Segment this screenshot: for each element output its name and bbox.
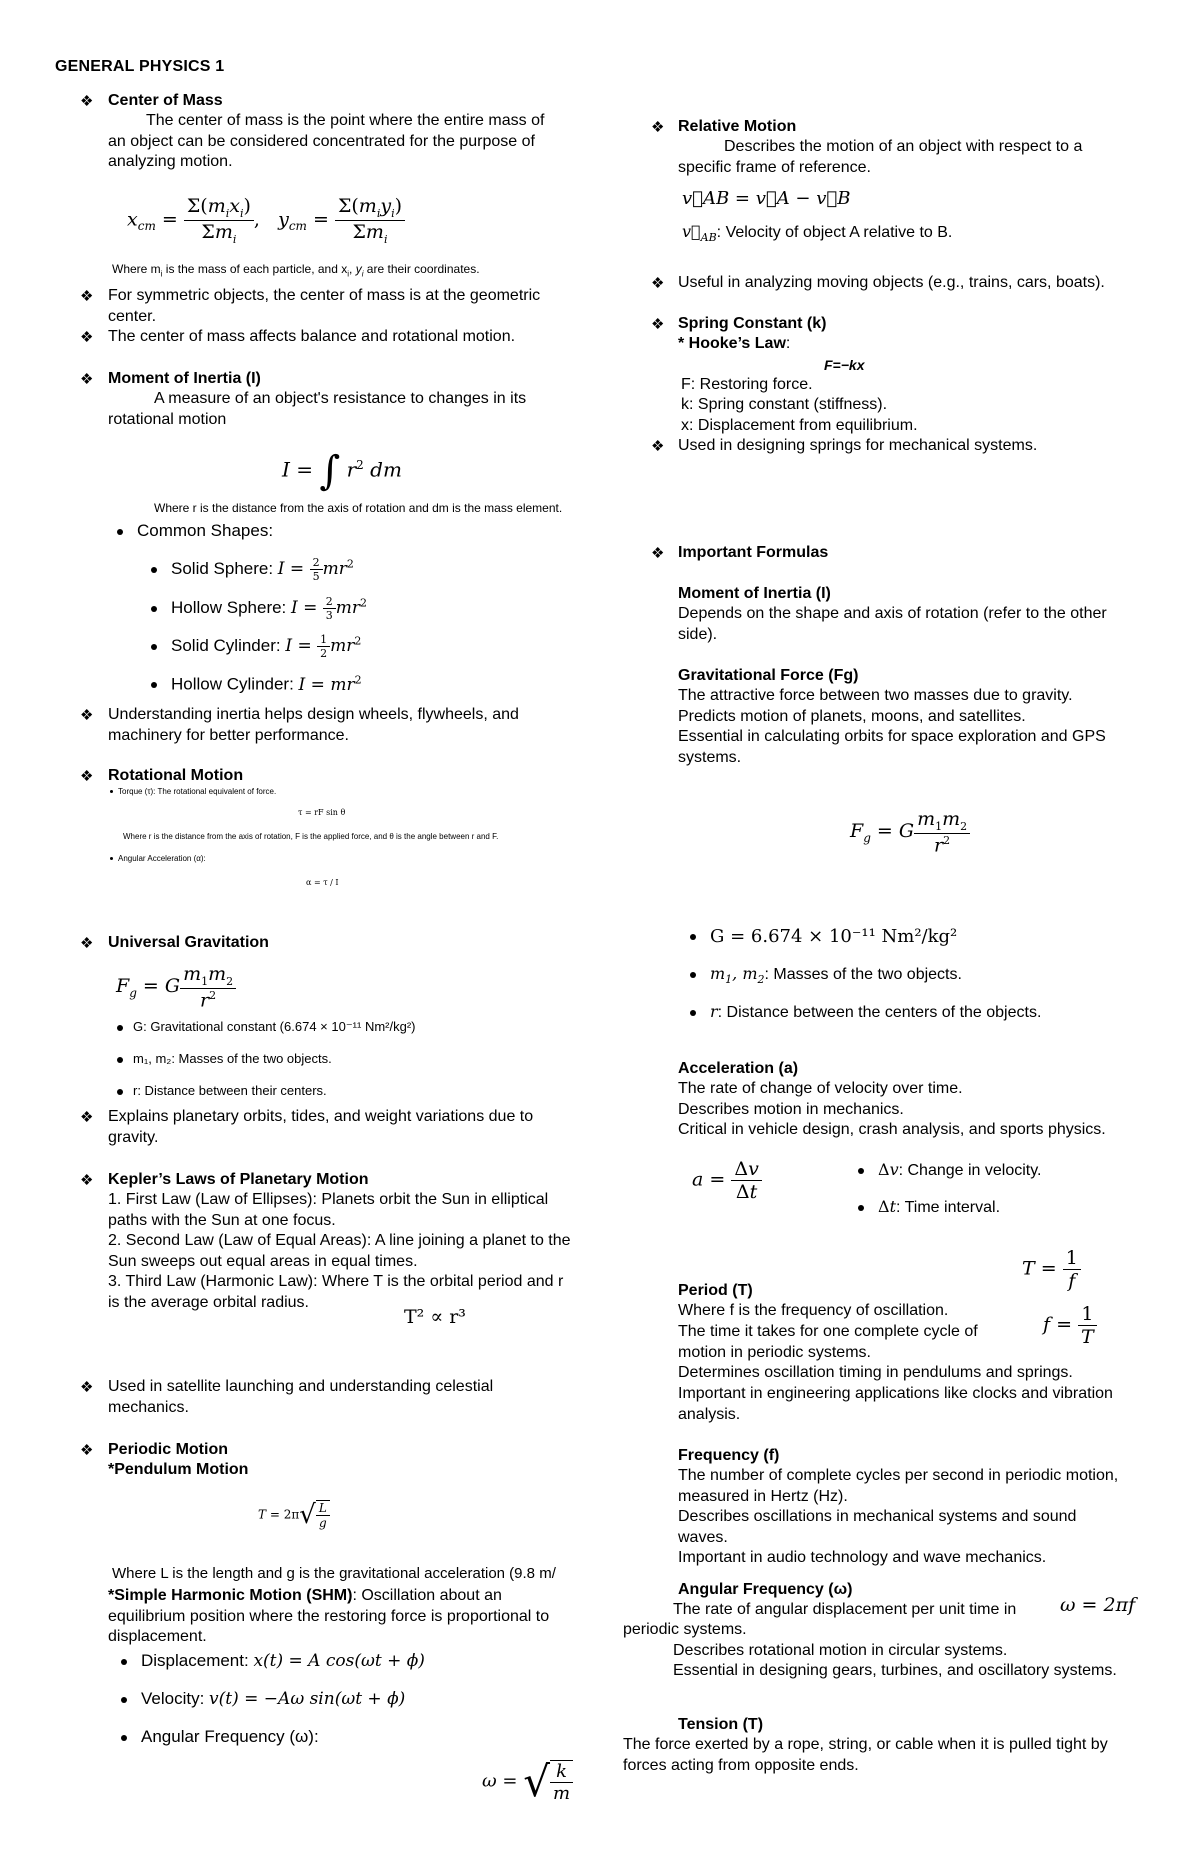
kepler-formula: T² ∝ r³ — [404, 1306, 466, 1328]
rot-note: Where r is the distance from the axis of rotation, F is the applied force, and θ is the angle between r and F. — [123, 832, 499, 841]
accel-dv-note: Δv: Change in velocity. — [858, 1160, 1042, 1180]
diamond-bullet-icon: ❖ — [80, 288, 94, 305]
period-line-4: Important in engineering applications like clocks and vibration analysis. — [678, 1385, 1113, 1423]
accel-heading: Acceleration (a) — [678, 1060, 799, 1077]
angfreq-line-1a: The rate of angular displacement per unit time in — [673, 1601, 1017, 1618]
rot-angular-acc-eq: α = τ / I — [306, 878, 339, 887]
angfreq-line-2: Describes rotational motion in circular systems. — [673, 1642, 1008, 1659]
kepler-bullet-1: Used in satellite launching and understanding celestial mechanics. — [108, 1378, 494, 1416]
freq-heading: Frequency (f) — [678, 1447, 780, 1464]
pendulum-formula: T = 2π√ $\frac{L}{g}$ — [258, 1500, 330, 1530]
diamond-bullet-icon: ❖ — [80, 93, 94, 110]
important-heading: Important Formulas — [678, 544, 829, 561]
rot-angular-acc: Angular Acceleration (α): — [110, 854, 206, 863]
period-line-2: The time it takes for one complete cycle of motion in periodic systems. — [678, 1323, 978, 1361]
angfreq-line-3: Essential in designing gears, turbines, and oscillatory systems. — [673, 1662, 1117, 1679]
grav-line-1: G: Gravitational constant (6.674 × 10⁻¹¹ Nm²/kg²) — [117, 1019, 416, 1035]
diamond-bullet-icon: ❖ — [80, 1172, 94, 1189]
spring-line-3: x: Displacement from equilibrium. — [681, 417, 918, 434]
important-gf-line-1: The attractive force between two masses due to gravity. — [678, 687, 1073, 704]
grav-line-2: m₁, m₂: Masses of the two objects. — [117, 1051, 332, 1066]
com-formula: $x_{cm}$ = $\frac{\Sigma(m_ix_i)}{\Sigma m_i}$ , $y_{cm}$ = $\frac{\Sigma(m_iy_i)}{\Sigma m_i}$ — [127, 195, 405, 246]
com-bullet-1: For symmetric objects, the center of mass is at the geometric center. — [108, 287, 541, 325]
com-formula-note: Where $m_i$ is the mass of each particle, and $x_i$, $y_i$ are their coordinates. — [112, 262, 480, 279]
important-moi-heading: Moment of Inertia (I) — [678, 585, 831, 602]
kepler-heading: Kepler’s Laws of Planetary Motion — [108, 1171, 369, 1188]
spring-line-2: k: Spring constant (stiffness). — [681, 396, 888, 413]
rot-torque-eq: τ = rF sin θ — [298, 808, 346, 817]
moi-shape-solid-sphere: Solid Sphere: I = $\frac{2}{5}$ $mr^2$ — [151, 556, 354, 583]
diamond-bullet-icon: ❖ — [80, 935, 94, 952]
rel-formula: v⃗AB = v⃗A − v⃗B — [682, 188, 851, 209]
period-heading: Period (T) — [678, 1282, 753, 1299]
moi-formula-note: Where r is the distance from the axis of rotation and dm is the mass element. — [154, 501, 563, 515]
moi-shapes-heading: Common Shapes: — [117, 521, 273, 541]
important-g-value: G = 6.674 × 10⁻¹¹ Nm²/kg² — [690, 926, 957, 947]
moi-integral-formula: I = ∫ $r^2$ dm — [282, 448, 402, 494]
spring-bullet-1: Used in designing springs for mechanical systems. — [678, 437, 1038, 454]
diamond-bullet-icon: ❖ — [651, 275, 665, 292]
important-gf-line-3: Essential in calculating orbits for space exploration and GPS systems. — [678, 728, 1106, 766]
spring-line-1: F: Restoring force. — [681, 376, 813, 393]
shm-description: *Simple Harmonic Motion (SHM): Oscillation about an equilibrium position where the restoring force is proportional to displacement. — [108, 1587, 550, 1645]
diamond-bullet-icon: ❖ — [651, 545, 665, 562]
period-line-1: Where f is the frequency of oscillation. — [678, 1302, 949, 1319]
angfreq-line-1b: periodic systems. — [623, 1621, 747, 1638]
grav-formula: $F_g = G$ $\frac{m_1m_2}{r^2}$ — [116, 963, 236, 1011]
important-r-note: r: Distance between the centers of the objects. — [690, 1002, 1041, 1022]
accel-line-3: Critical in vehicle design, crash analysis, and sports physics. — [678, 1121, 1106, 1138]
kepler-law-2: 2. Second Law (Law of Equal Areas): A line joining a planet to the Sun sweeps out equal areas in equal times. — [108, 1232, 571, 1270]
period-line-3: Determines oscillation timing in pendulums and springs. — [678, 1364, 1073, 1381]
kepler-law-1: 1. First Law (Law of Ellipses): Planets orbit the Sun in elliptical paths with the Sun at one focus. — [108, 1191, 549, 1229]
moi-heading: Moment of Inertia (I) — [108, 370, 261, 387]
rot-torque: Torque (τ): The rotational equivalent of force. — [110, 787, 276, 796]
accel-dt-note: Δt: Time interval. — [858, 1197, 1000, 1217]
shm-angular-frequency: Angular Frequency (ω): — [121, 1727, 319, 1747]
grav-line-3: r: Distance between their centers. — [117, 1083, 327, 1098]
freq-line-3: Important in audio technology and wave mechanics. — [678, 1549, 1047, 1566]
angfreq-heading: Angular Frequency (ω) — [678, 1581, 853, 1598]
moi-bullet-1: Understanding inertia helps design wheels, flywheels, and machinery for better performance. — [108, 706, 519, 744]
frequency-formula: f = $\frac{1}{T}$ — [1043, 1303, 1097, 1348]
moi-description: A measure of an object's resistance to changes in its rotational motion — [108, 390, 527, 428]
hooke-law: * Hooke’s Law: — [678, 335, 791, 352]
diamond-bullet-icon: ❖ — [651, 119, 665, 136]
periodic-heading: Periodic Motion — [108, 1441, 228, 1458]
important-moi-desc: Depends on the shape and axis of rotation (refer to the other side). — [678, 605, 1107, 643]
diamond-bullet-icon: ❖ — [651, 316, 665, 333]
tension-heading: Tension (T) — [678, 1716, 764, 1733]
rel-heading: Relative Motion — [678, 118, 797, 135]
pendulum-note: Where L is the length and g is the gravitational acceleration (9.8 m/ — [112, 1565, 556, 1582]
com-description: The center of mass is the point where the entire mass of an object can be considered concentrated for the purpose of analyzing motion. — [108, 112, 545, 170]
grav-heading: Universal Gravitation — [108, 934, 269, 951]
rel-description: Describes the motion of an object with respect to a specific frame of reference. — [678, 138, 1083, 176]
important-gf-heading: Gravitational Force (Fg) — [678, 667, 859, 684]
com-bullet-2: The center of mass affects balance and rotational motion. — [108, 328, 516, 345]
grav-bullet-1: Explains planetary orbits, tides, and weight variations due to gravity. — [108, 1108, 534, 1146]
freq-line-2: Describes oscillations in mechanical systems and sound waves. — [678, 1508, 1077, 1546]
important-m-note: $m_1$, $m_2$: Masses of the two objects. — [690, 964, 962, 986]
shm-velocity: Velocity: v(t) = −Aω sin(ωt + ϕ) — [121, 1689, 405, 1709]
moi-shape-hollow-cylinder: Hollow Cylinder: $I = mr^2$ — [151, 673, 362, 695]
diamond-bullet-icon: ❖ — [80, 707, 94, 724]
accel-formula: a = $\frac{\Delta v}{\Delta t}$ — [692, 1158, 762, 1203]
accel-line-1: The rate of change of velocity over time. — [678, 1080, 963, 1097]
moi-shape-hollow-sphere: Hollow Sphere: I = $\frac{2}{3}$ $mr^2$ — [151, 595, 367, 622]
rel-note: $v⃗_{AB}$: Velocity of object A relative to B. — [682, 222, 953, 245]
important-gf-line-2: Predicts motion of planets, moons, and satellites. — [678, 708, 1026, 725]
freq-line-1: The number of complete cycles per second in periodic motion, measured in Hertz (Hz). — [678, 1467, 1119, 1505]
diamond-bullet-icon: ❖ — [80, 371, 94, 388]
accel-line-2: Describes motion in mechanics. — [678, 1101, 904, 1118]
shm-displacement: Displacement: x(t) = A cos(ωt + ϕ) — [121, 1651, 425, 1671]
rot-heading: Rotational Motion — [108, 767, 244, 784]
moi-shape-solid-cylinder: Solid Cylinder: I = $\frac{1}{2}$ $mr^2$ — [151, 633, 361, 660]
kepler-law-3: 3. Third Law (Harmonic Law): Where T is the orbital period and r is the average orbital radius. — [108, 1273, 564, 1311]
angfreq-formula: ω = 2πf — [1060, 1594, 1136, 1616]
hooke-formula: F=−kx — [824, 357, 865, 373]
diamond-bullet-icon: ❖ — [80, 1109, 94, 1126]
pendulum-heading: *Pendulum Motion — [108, 1461, 249, 1478]
diamond-bullet-icon: ❖ — [80, 768, 94, 785]
tension-line-1: The force exerted by a rope, string, or cable when it is pulled tight by forces acting from opposite ends. — [623, 1736, 1108, 1774]
important-gf-formula: $F_g = G$ $\frac{m_1m_2}{r^2}$ — [850, 808, 970, 856]
shm-omega-formula: ω = √ $\frac{k}{m}$ — [482, 1757, 573, 1806]
diamond-bullet-icon: ❖ — [80, 329, 94, 346]
page-title: GENERAL PHYSICS 1 — [55, 58, 225, 75]
diamond-bullet-icon: ❖ — [651, 438, 665, 455]
spring-heading: Spring Constant (k) — [678, 315, 827, 332]
rel-bullet-1: Useful in analyzing moving objects (e.g., trains, cars, boats). — [678, 274, 1105, 291]
diamond-bullet-icon: ❖ — [80, 1379, 94, 1396]
com-heading: Center of Mass — [108, 92, 223, 109]
period-formula: T = $\frac{1}{f}$ — [1022, 1247, 1081, 1292]
diamond-bullet-icon: ❖ — [80, 1442, 94, 1459]
